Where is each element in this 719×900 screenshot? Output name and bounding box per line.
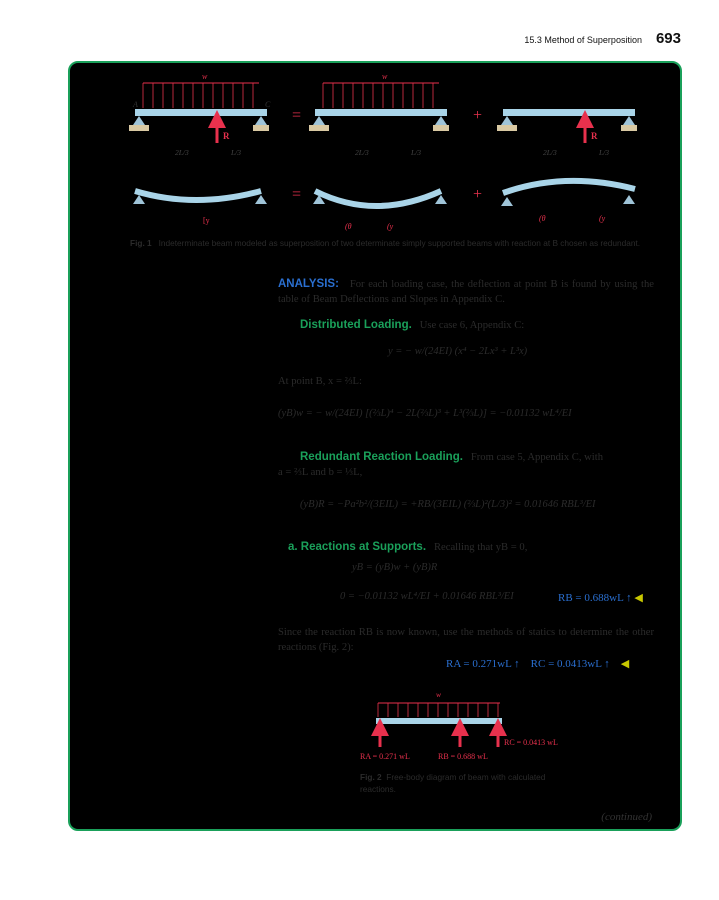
equation-3: (yB)R = −Pa²b²/(3EIL) = +RB/(3EIL) (⅔L)²(L/3)² = 0.01646 RBL³/EI [300,499,596,510]
figure-1-diagram [125,71,665,241]
redundant-heading [300,450,660,465]
reactions-text: Recalling that yB = 0, [433,542,528,553]
result-marker-icon: ◀ [634,592,643,604]
figure-1-text: Indeterminate beam modeled as superposition of two determinate simply supported beams with reaction at B chosen as redundant. [158,238,641,248]
redundant-text: From case 5, Appendix C, with [470,452,603,463]
section-title: 15.3 Method of Superposition [524,35,642,45]
continued-note: (continued) [601,811,652,823]
distributed-heading [300,318,660,333]
label-rb-2: R [591,131,598,141]
beam-loaded-with-reaction [129,72,271,157]
analysis-intro [278,277,654,307]
deflected-beam-2 [313,191,447,231]
distributed-text: Use case 6, Appendix C: [419,320,525,331]
example-panel [68,61,682,831]
equals-sign: = [292,107,302,124]
dim-2l3-2: 2L/3 [355,148,369,157]
dim-l3-3: L/3 [599,148,610,157]
fig2-rb-label: RB = 0.688 wL [438,752,488,761]
equals-sign-2: = [292,186,302,203]
page-header [524,30,681,47]
redundant-text-2: a = ⅔L and b = ⅓L, [278,467,363,478]
yb-w-label: (y [387,222,394,231]
dim-2l3-3: 2L/3 [543,148,557,157]
dim-l3: L/3 [231,148,242,157]
result-rb-text: RB = 0.688wL ↑ [558,592,632,604]
label-w: w [202,72,208,81]
label-rb: R [223,131,230,141]
redundant-label: Redundant Reaction Loading. [300,451,463,463]
analysis-label: ANALYSIS: [278,278,339,290]
beam-distributed-case [309,72,449,157]
figure-1-label: Fig. 1 [130,238,152,248]
deflected-beam-3 [501,181,635,223]
yb-r-label: (y [599,214,606,223]
figure-1-caption [130,237,650,249]
equation-2: (yB)w = − w/(24EI) [(⅔L)⁴ − 2L(⅔L)³ + L³(⅔L)] = −0.01132 wL⁴/EI [278,408,572,419]
fig2-label-w: w [436,690,442,699]
figure-2-text: Free-body diagram of beam with calculated reactions. [360,772,546,794]
result-rc-text: RC = 0.0413wL ↑ [530,658,610,670]
plus-sign-2: + [473,186,483,203]
result-ra-text: RA = 0.271wL ↑ [446,658,520,670]
figure-2-caption [360,771,550,795]
at-point-b: At point B, x = ⅔L: [278,376,362,387]
equation-1: y = − w/(24EI) (x⁴ − 2Lx³ + L³x) [388,346,528,357]
label-a: A [133,100,138,109]
plus-sign: + [473,107,483,124]
figure-2-diagram [352,687,612,767]
statics-text: Since the reaction RB is now known, use the methods of statics to determine the other reactions (Fig. 2): [278,627,654,653]
deflected-beam-1 [133,191,267,225]
reactions-label: a. Reactions at Supports. [288,541,427,553]
result-rb [558,591,643,604]
analysis-intro-text: For each loading case, the deflection at point B is found by using the table of Beam Deflections and Slopes in Appendix C. [278,279,654,305]
theta-a-w-label: (θ [345,222,352,231]
page-number: 693 [655,30,681,47]
equation-4: yB = (yB)w + (yB)R [352,562,438,573]
beam-redundant-case [497,109,637,157]
fig2-rc-label: RC = 0.0413 wL [504,738,558,747]
dim-2l3: 2L/3 [175,148,189,157]
result-ra-rc [446,657,629,670]
reactions-heading [288,540,660,555]
label-c: C [265,100,271,109]
fig2-ra-label: RA = 0.271 wL [360,752,410,761]
dim-l3-2: L/3 [411,148,422,157]
theta-a-r-label: (θ [539,214,546,223]
result-marker-icon-2: ◀ [620,658,630,670]
figure-2-label: Fig. 2 [360,772,382,782]
yb-zero-label: [y [203,216,210,225]
label-w-2: w [382,72,388,81]
distributed-label: Distributed Loading. [300,319,412,331]
equation-5: 0 = −0.01132 wL⁴/EI + 0.01646 RBL³/EI [340,591,514,602]
